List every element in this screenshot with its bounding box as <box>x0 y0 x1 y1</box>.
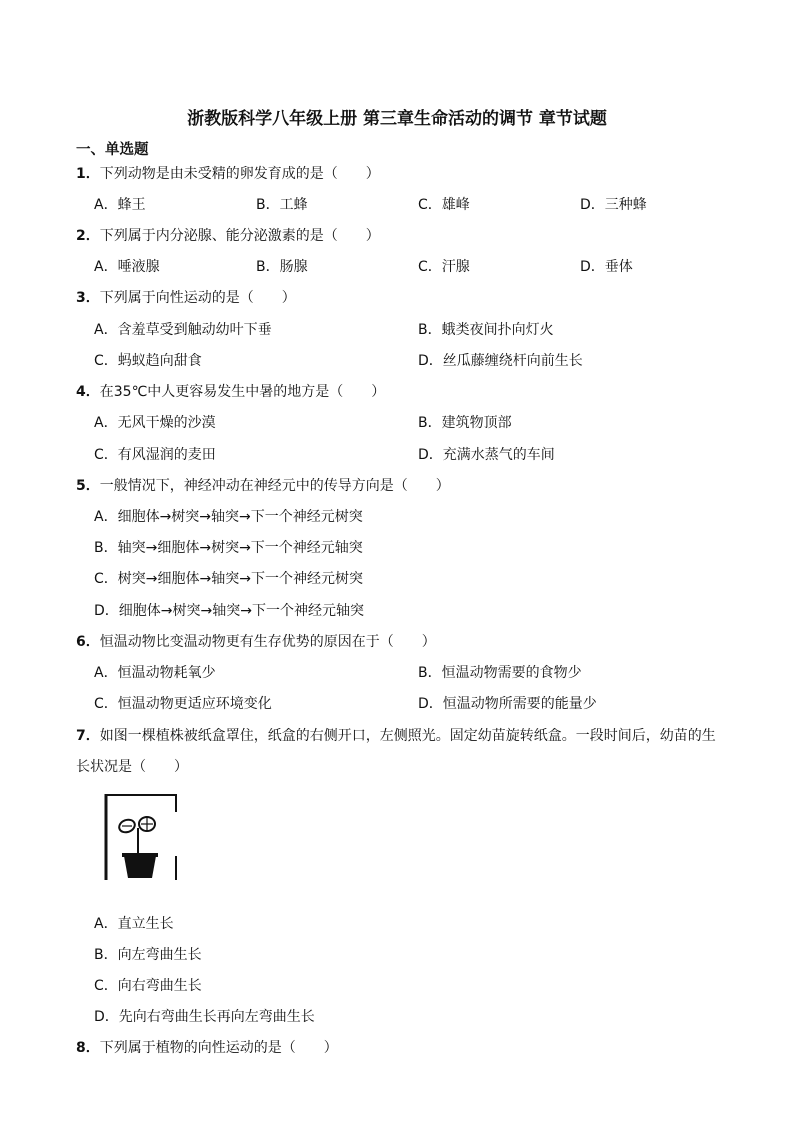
option-d: D．先向右弯曲生长再向左弯曲生长 <box>94 1009 315 1025</box>
question-text: 下列属于内分泌腺、能分泌激素的是（ ） <box>99 228 380 244</box>
option-c: C．树突→细胞体→轴突→下一个神经元树突 <box>94 571 363 587</box>
option-d: D．垂体 <box>580 259 633 275</box>
option-a: A．唾液腺 <box>94 259 160 275</box>
question-8 <box>76 1038 338 1058</box>
option-c: C．有风湿润的麦田 <box>94 447 216 463</box>
option-c: C．向右弯曲生长 <box>94 978 202 994</box>
option-a: A．含羞草受到触动幼叶下垂 <box>94 322 272 338</box>
question-number: 1． <box>76 166 100 182</box>
option-a: A．无风干燥的沙漠 <box>94 415 216 431</box>
question-text: 下列属于向性运动的是（ ） <box>99 290 296 306</box>
option-d: D．三种蜂 <box>580 197 647 213</box>
question-7-continuation: 长状况是（ ） <box>76 759 188 775</box>
question-4 <box>76 382 385 402</box>
question-text: 下列属于植物的向性运动的是（ ） <box>99 1040 338 1056</box>
question-text: 在35℃中人更容易发生中暑的地方是（ ） <box>99 384 386 400</box>
option-c: C．汗腺 <box>418 259 470 275</box>
option-b: B．肠腺 <box>256 259 308 275</box>
page-title: 浙教版科学八年级上册 第三章生命活动的调节 章节试题 <box>187 109 607 129</box>
question-1 <box>76 164 380 184</box>
option-d: D．细胞体→树突→轴突→下一个神经元轴突 <box>94 603 364 619</box>
section-heading: 一、单选题 <box>76 142 149 158</box>
question-number: 2． <box>76 228 100 244</box>
option-d: D．充满水蒸气的车间 <box>418 447 555 463</box>
question-number: 8． <box>76 1040 100 1056</box>
question-number: 4． <box>76 384 100 400</box>
question-number: 3． <box>76 290 100 306</box>
option-d: D．丝瓜藤缠绕杆向前生长 <box>418 353 583 369</box>
option-c: C．蚂蚁趋向甜食 <box>94 353 202 369</box>
question-5 <box>76 476 450 496</box>
question-3 <box>76 288 296 308</box>
option-b: B．建筑物顶部 <box>418 415 512 431</box>
question-7 <box>76 726 716 746</box>
option-d: D．恒温动物所需要的能量少 <box>418 696 597 712</box>
option-b: B．向左弯曲生长 <box>94 947 202 963</box>
option-b: B．恒温动物需要的食物少 <box>418 665 582 681</box>
question-text: 恒温动物比变温动物更有生存优势的原因在于（ ） <box>99 634 436 650</box>
question-number: 6． <box>76 634 100 650</box>
option-b: B．轴突→细胞体→树突→下一个神经元轴突 <box>94 540 363 556</box>
question-text: 一般情况下，神经冲动在神经元中的传导方向是（ ） <box>99 478 450 494</box>
question-text: 下列动物是由未受精的卵发育成的是（ ） <box>99 166 380 182</box>
plant-in-box-figure <box>100 790 180 882</box>
option-c: C．恒温动物更适应环境变化 <box>94 696 272 712</box>
option-b: B．蛾类夜间扑向灯火 <box>418 322 554 338</box>
option-a: A．恒温动物耗氧少 <box>94 665 216 681</box>
question-6 <box>76 632 436 652</box>
option-a: A．蜂王 <box>94 197 146 213</box>
question-number: 7． <box>76 728 100 744</box>
option-a: A．细胞体→树突→轴突→下一个神经元树突 <box>94 509 363 525</box>
option-c: C．雄峰 <box>418 197 470 213</box>
question-text: 如图一棵植株被纸盒罩住，纸盒的右侧开口，左侧照光。固定幼苗旋转纸盒。一段时间后，幼苗的生 <box>99 728 716 744</box>
question-2 <box>76 226 380 246</box>
option-a: A．直立生长 <box>94 916 174 932</box>
question-number: 5． <box>76 478 100 494</box>
option-b: B．工蜂 <box>256 197 308 213</box>
